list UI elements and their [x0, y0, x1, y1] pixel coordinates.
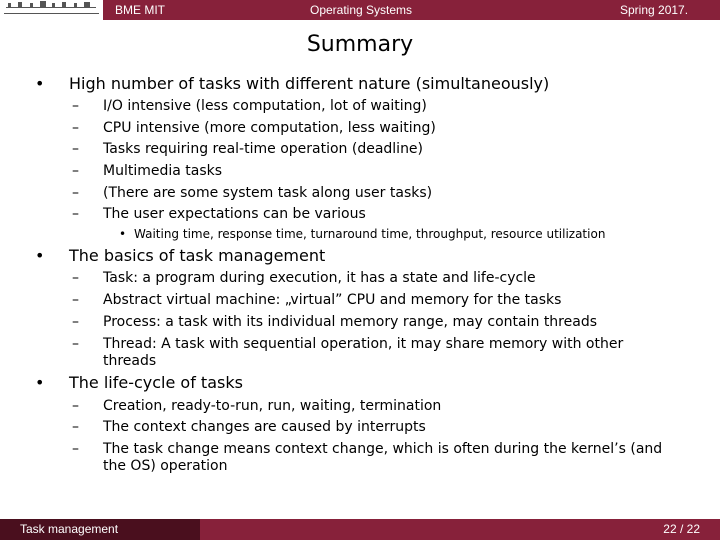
bullet-marker: • [119, 227, 127, 241]
dash-marker: – [72, 314, 79, 330]
list-item-text: the OS) operation [103, 458, 228, 474]
dash-marker: – [72, 441, 79, 457]
dash-marker: – [72, 163, 79, 179]
sub-list-item [119, 226, 606, 242]
list-item-text: The context changes are caused by interrupts [103, 419, 426, 435]
list-item-text: threads [103, 353, 157, 369]
list-item [72, 335, 624, 353]
list-item-continuation [103, 457, 227, 475]
list-item-text: Thread: A task with sequential operation, it may share memory with other [103, 336, 624, 352]
list-item [72, 397, 442, 415]
list-item [72, 119, 436, 137]
page-number: 22 / 22 [663, 522, 700, 536]
list-item-text: CPU intensive (more computation, less waiting) [103, 120, 436, 136]
list-item [72, 97, 427, 115]
list-item [72, 418, 426, 436]
list-item-text: Tasks requiring real-time operation (deadline) [103, 141, 424, 157]
footer-topic: Task management [20, 522, 119, 536]
slide-title: Summary [306, 32, 414, 57]
dash-marker: – [72, 98, 79, 114]
footer-bar [0, 519, 720, 540]
list-item-text: Process: a task with its individual memory range, may contain threads [103, 314, 597, 330]
bullet-marker: • [35, 74, 45, 93]
section-heading-text: The life-cycle of tasks [69, 373, 243, 392]
list-item-text: Task: a program during execution, it has a state and life-cycle [103, 270, 536, 286]
list-item [72, 291, 562, 309]
bullet-marker: • [35, 246, 45, 265]
list-item-text: I/O intensive (less computation, lot of waiting) [103, 98, 427, 114]
list-item [72, 140, 424, 158]
list-item-continuation [103, 352, 156, 370]
footer-section [0, 519, 200, 540]
list-item-text: Abstract virtual machine: „virtual” CPU and memory for the tasks [103, 292, 562, 308]
dash-marker: – [72, 398, 79, 414]
dash-marker: – [72, 141, 79, 157]
section-heading [35, 373, 243, 393]
dash-marker: – [72, 270, 79, 286]
list-item [72, 184, 433, 202]
dash-marker: – [72, 419, 79, 435]
sub-list-item-text: Waiting time, response time, turnaround time, throughput, resource utilization [134, 227, 606, 241]
list-item [72, 162, 223, 180]
list-item-text: The user expectations can be various [103, 206, 366, 222]
section-heading-text: The basics of task management [69, 246, 326, 265]
bullet-marker: • [35, 373, 45, 392]
section-heading-text: High number of tasks with different nature (simultaneously) [69, 74, 550, 93]
header-course-title: Operating Systems [310, 3, 413, 17]
dash-marker: – [72, 336, 79, 352]
section-heading [35, 74, 550, 94]
section-heading [35, 246, 326, 266]
list-item-text: The task change means context change, which is often during the kernel’s (and [103, 441, 663, 457]
list-item-text: (There are some system task along user tasks) [103, 185, 433, 201]
list-item [72, 205, 366, 223]
dash-marker: – [72, 206, 79, 222]
dash-marker: – [72, 185, 79, 201]
list-item [72, 440, 663, 458]
header-course-code: BME MIT [115, 3, 165, 17]
list-item-text: Multimedia tasks [103, 163, 223, 179]
dash-marker: – [72, 120, 79, 136]
list-item-text: Creation, ready-to-run, run, waiting, termination [103, 398, 442, 414]
header-semester: Spring 2017. [620, 3, 689, 17]
list-item [72, 313, 597, 331]
list-item [72, 269, 536, 287]
dash-marker: – [72, 292, 79, 308]
